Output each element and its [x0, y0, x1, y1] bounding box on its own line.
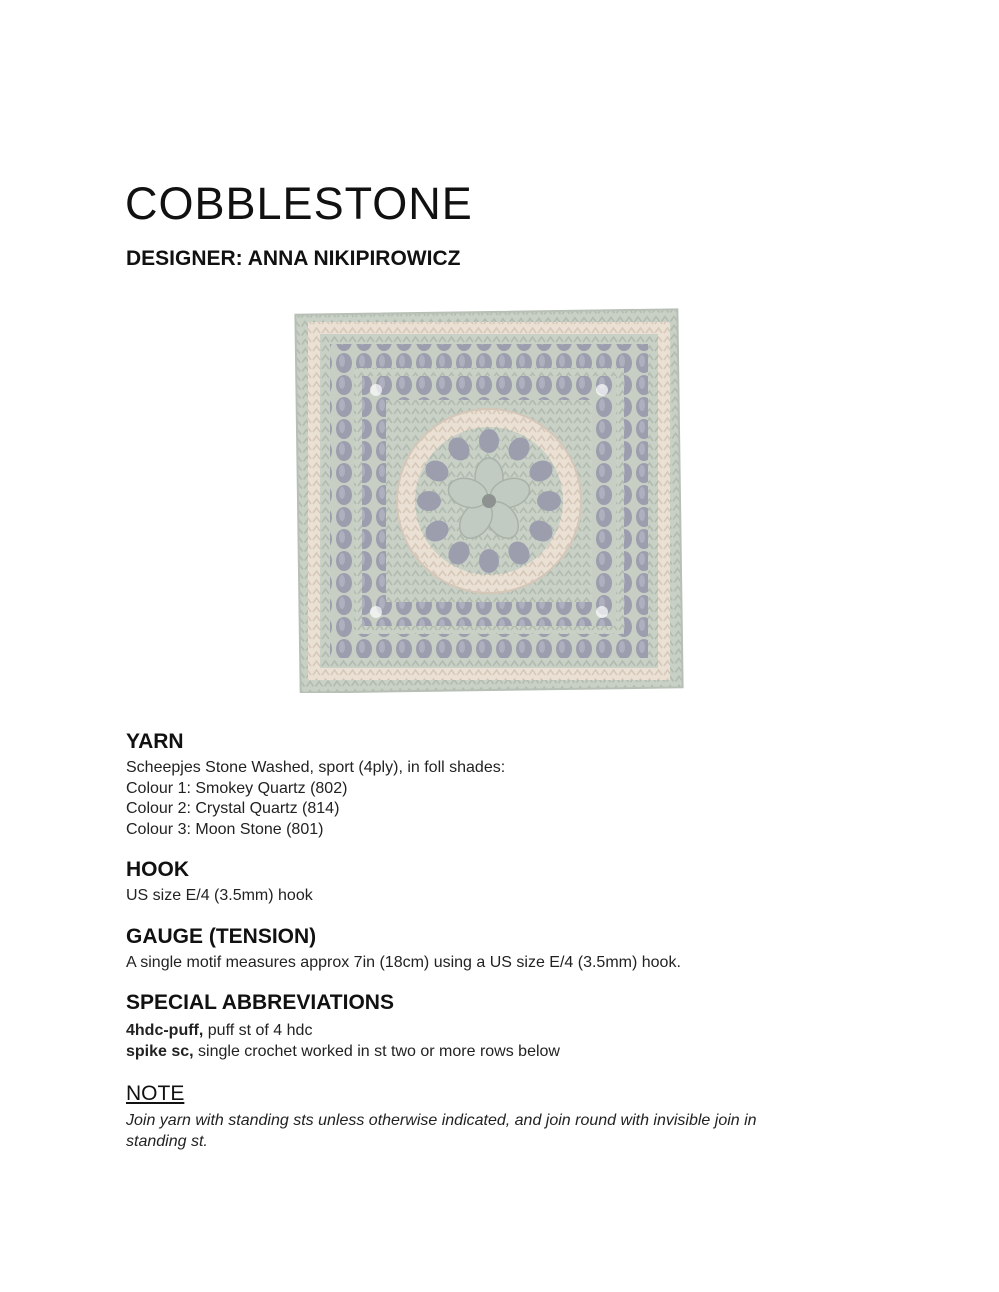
abbreviation-item: [126, 1042, 560, 1063]
note-heading: NOTE: [126, 1082, 185, 1105]
note-section: [126, 1081, 757, 1152]
note-line: standing st.: [126, 1132, 208, 1150]
yarn-line: Colour 1: Smokey Quartz (802): [126, 779, 348, 797]
yarn-line: Colour 2: Crystal Quartz (814): [126, 800, 340, 817]
yarn-line: Colour 3: Moon Stone (801): [126, 820, 324, 838]
abbreviations-section: [126, 990, 560, 1062]
yarn-heading: YARN: [126, 730, 184, 753]
abbreviation-term: spike sc,: [126, 1042, 194, 1060]
yarn-section: [126, 729, 505, 840]
gauge-heading: GAUGE (TENSION): [126, 925, 317, 948]
abbreviation-definition: puff st of 4 hdc: [203, 1022, 313, 1039]
gauge-section: [126, 924, 681, 974]
designer-credit: DESIGNER: ANNA NIKIPIROWICZ: [126, 247, 461, 270]
hook-text: US size E/4 (3.5mm) hook: [126, 887, 313, 904]
abbreviation-definition: single crochet worked in st two or more rows below: [193, 1042, 560, 1060]
note-line: Join yarn with standing sts unless otherwise indicated, and join round with invisible join in: [126, 1112, 757, 1129]
crochet-granny-square-photo: [294, 308, 684, 693]
hook-heading: HOOK: [126, 858, 189, 881]
yarn-line: Scheepjes Stone Washed, sport (4ply), in foll shades:: [126, 759, 506, 776]
abbreviation-item: [126, 1021, 560, 1042]
page-title: COBBLESTONE: [125, 178, 473, 229]
hook-section: [126, 857, 313, 907]
abbreviation-term: 4hdc-puff,: [126, 1022, 204, 1039]
gauge-text: A single motif measures approx 7in (18cm) using a US size E/4 (3.5mm) hook.: [126, 954, 681, 971]
abbreviations-heading: SPECIAL ABBREVIATIONS: [126, 991, 394, 1014]
